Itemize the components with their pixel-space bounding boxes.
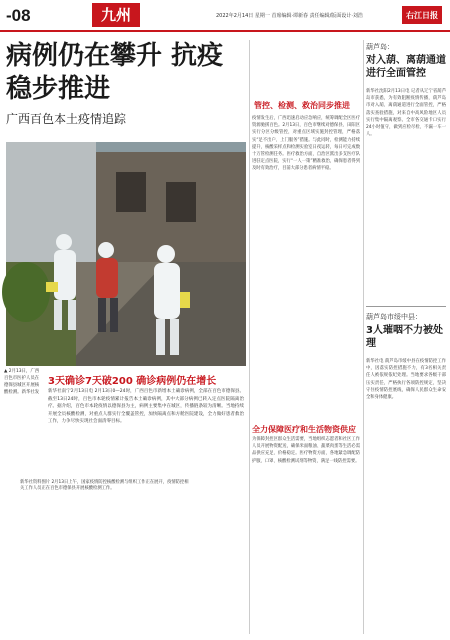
photo-caption [16,478,196,508]
story-body: 新华社南宁2月13日电 2月13日0—24时，广西百色市新增本土确诊病例，全部在百色市德保县。截至13日24时，百色市本轮疫情累计报告本土确诊病例，其中大部分病例已转入定点医院隔离治疗。据介绍，百色市本轮疫情以德保县为主，病例主要集中在城区，传播链条较为清晰。当地持续开展全员核酸检测，对重点人群实行全覆盖管控，加快隔离点和方舱医院建设，全力做好患者救治工作，力争尽快实现社会面清零目标。 [48,389,244,424]
masthead [0,0,450,32]
section-tag: 九州 [92,3,140,27]
right-kicker-2: 葫芦岛市绥中县： [366,313,422,321]
section-rule [366,306,446,307]
lead-subheadline: 广西百色本土疫情追踪 [6,112,127,126]
right-headline-2: 3人璀咽不力被处理 [366,325,443,349]
story-title: 3天确诊7天破200 确诊病例仍在增长 [48,376,217,387]
right-column-lower [366,312,446,401]
middle-section2-body: 为保障封控区群众生活需要，当地组织志愿者和社区工作人员开展物资配送，确保米面粮油、蔬菜肉蛋等生活必需品供应充足、价格稳定。医疗物资方面，各地紧急调配防护服、口罩、核酸检测试剂等物资，满足一线防控需要。 [252,437,360,464]
middle-section-title: 管控、检测、救治同步推进 [254,101,350,110]
right-column [366,42,446,138]
middle-section-body: 疫情发生后，广西迅速启动应急响应，统筹调配全区医疗资源驰援百色。2月13日，百色市继续对德保县、田阳区实行分区分级管控，对重点区域实施封控管理，严格落实“足不出户、上门服务”措施。与此同时，检测能力持续提升，核酸采样点和检测实验室日夜运转，每日可完成数十万管检测任务。医疗救治方面，自治区派出多支医疗队进驻定点医院，实行“一人一策”精准救治，确保患者得到及时有效治疗，目前大部分患者病情平稳。 [252,116,360,172]
photo-caption-text: 新华社资料图片 2月13日上午，国家疫情防控核酸检测与组织工作正在展开，疫情防控相关工作人员正在百色市德保县开展核酸检测工作。 [20,480,189,491]
page-number: -08 [6,6,31,25]
lead-headline: 病例仍在攀升 抗疫稳步推进 [6,41,224,104]
side-caption: ▲ 2月13日，广西百色市医护人员在德保县城区开展核酸检测。新华社发 [4,369,40,395]
column-divider [249,40,250,634]
right-body-2: 新华社电 葫芦岛市绥中县在疫情防控工作中，因落实防控措施不力，有3名相关责任人被依规依纪处理。当地要求各级干部压实责任，严格执行各项防控规定，坚决守住疫情防控底线，确保人民群众生命安全和身体健康。 [366,359,446,401]
right-headline: 对入葫、离葫通道进行全面管控 [366,55,446,79]
middle-column [252,100,360,173]
column-divider [363,40,364,634]
issue-line: 2022年2月14日 星期一 首席编辑·谭新春 责任编辑/版面设计·刘浩 [216,13,363,19]
middle-section2-title: 全力保障医疗和生活物资供应 [252,425,356,434]
right-kicker: 葫芦岛： [366,43,394,51]
right-body: 新华社沈阳2月13日电 记者从辽宁省葫芦岛市获悉，为有效阻断疫情传播，葫芦岛市对入葫、离葫通道进行全面管控，严格落实查验措施，对来自中高风险地区人员实行集中隔离观察。全市各交通卡口实行24小时值守，做到应检尽检、不漏一车一人。 [366,89,446,138]
newspaper-logo: 右江日报 [402,6,442,24]
